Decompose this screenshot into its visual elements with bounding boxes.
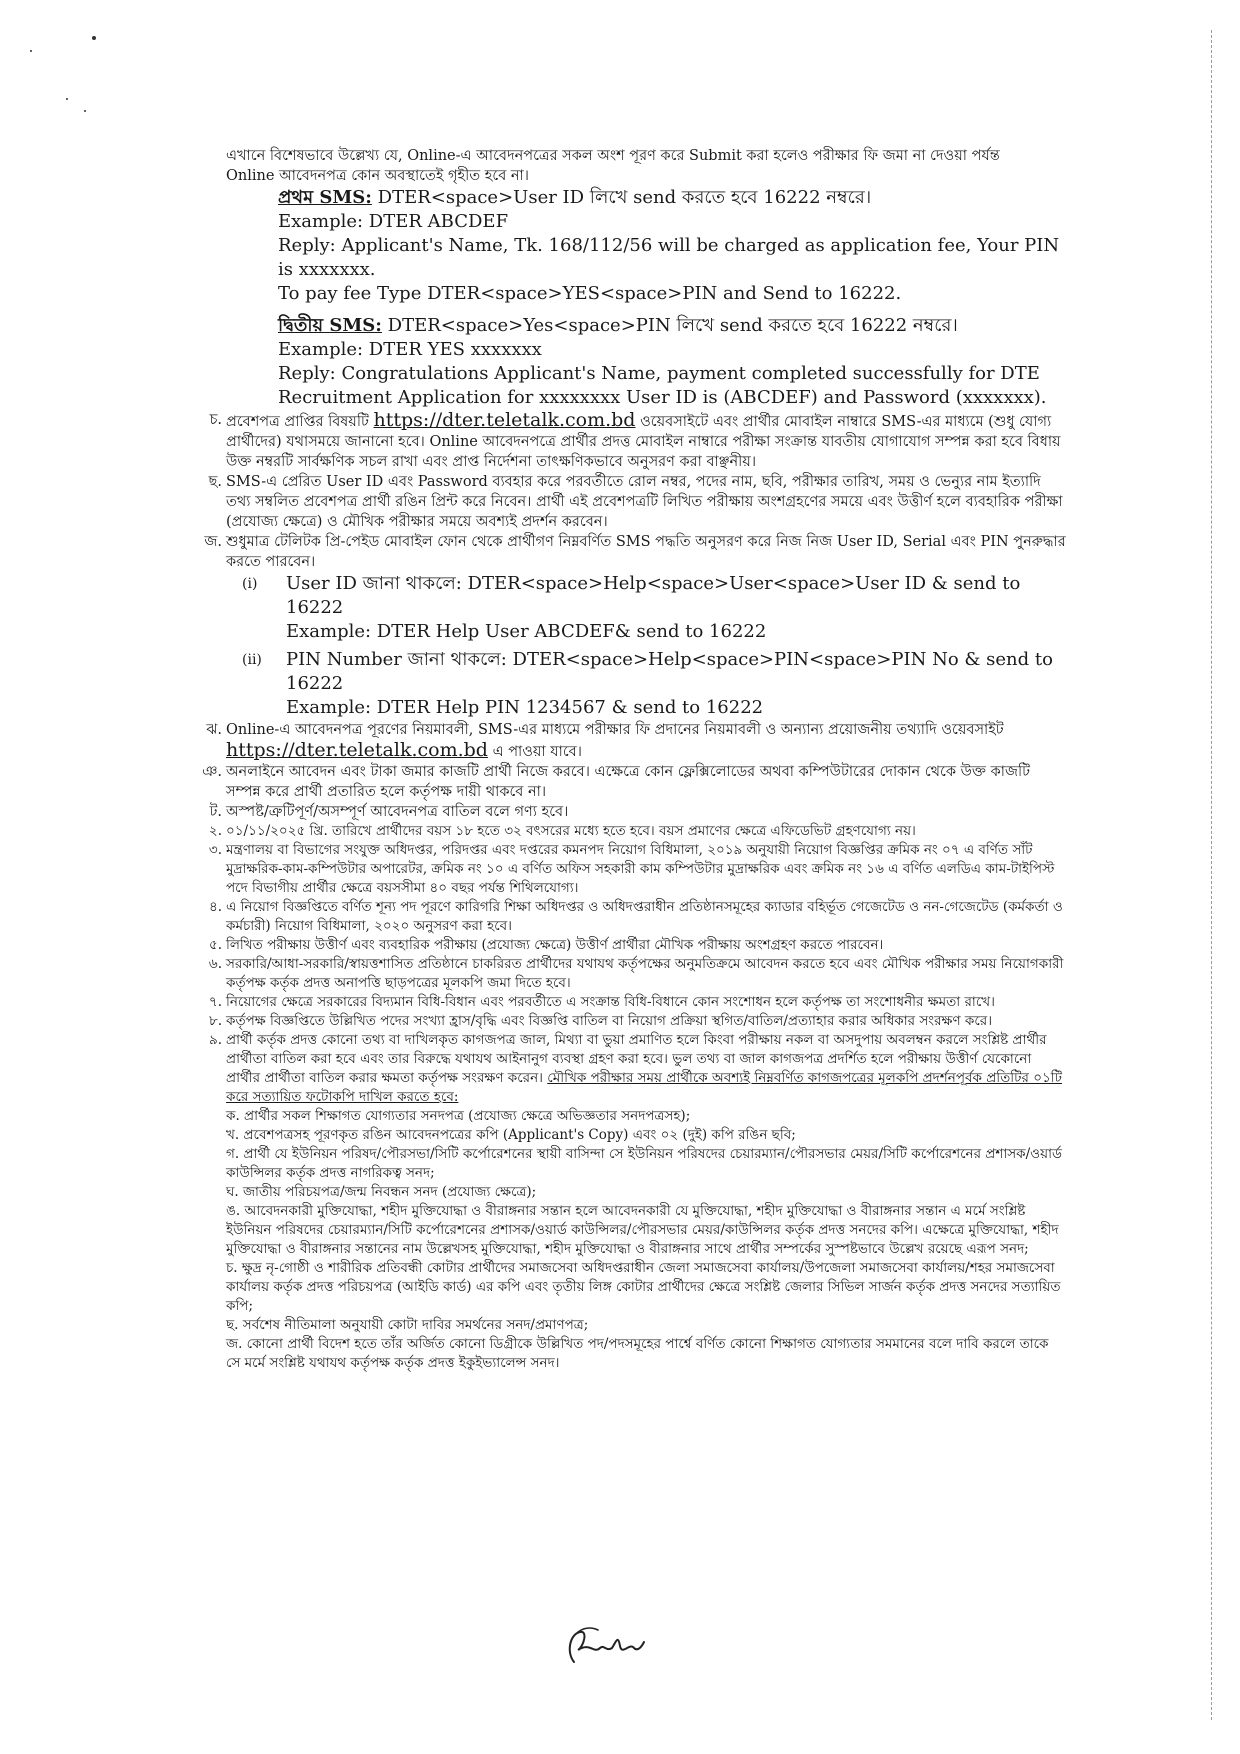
scan-edge bbox=[1211, 30, 1214, 1720]
item-text: অস্পষ্ট/ত্রুটিপূর্ণ/অসম্পূর্ণ আবেদনপত্র বাতিল বলে গণ্য হবে। bbox=[226, 804, 569, 820]
list-item bbox=[208, 472, 1066, 532]
document-item bbox=[226, 1202, 1066, 1259]
sms-second-reply: Reply: Congratulations Applicant's Name, payment completed successfully for DTE Recruitment Application for xxxxxxxx User ID is (ABCDEF) and Password (xxxxxxx). bbox=[278, 363, 1047, 408]
document-marker: ক. bbox=[226, 1108, 240, 1124]
document-body bbox=[202, 146, 1066, 1373]
item-marker: চ. bbox=[209, 412, 222, 428]
sms-first-example: Example: DTER ABCDEF bbox=[278, 211, 509, 232]
item-number: ৩. bbox=[208, 842, 222, 858]
document-text: প্রবেশপত্রসহ পূরণকৃত রঙিন আবেদনপত্রের কপি (Applicant's Copy) এবং ০২ (দুই) কপি রঙিন ছবি; bbox=[243, 1127, 796, 1143]
document-text: প্রার্থী যে ইউনিয়ন পরিষদ/পৌরসভা/সিটি কর্পোরেশনের স্থায়ী বাসিন্দা সে ইউনিয়ন পরিষদের চেয়ারম্যান/পৌরসভার মেয়র/সিটি কর্পোরেশনের প্রশাসক/ওয়ার্ড কাউন্সিলর কর্তৃক প্রদত্ত নাগরিকত্ব সনদ; bbox=[226, 1146, 1062, 1181]
numbered-item bbox=[208, 822, 1066, 841]
item-text: প্রবেশপত্র প্রাপ্তির বিষয়টি bbox=[226, 414, 374, 430]
item-text: এ পাওয়া যাবে। bbox=[487, 744, 582, 760]
numbered-section bbox=[208, 822, 1066, 1107]
item-text: কর্তৃপক্ষ বিজ্ঞপ্তিতে উল্লিখিত পদের সংখ্যা হ্রাস/বৃদ্ধি এবং বিজ্ঞপ্তি বাতিল বা নিয়োগ প্রক্রিয়া স্থগিত/বাতিল/প্রত্যাহার করার অধিকার সংরক্ষণ করে। bbox=[226, 1013, 993, 1029]
numbered-item bbox=[208, 955, 1066, 993]
item-number: ৬. bbox=[208, 956, 222, 972]
recovery-marker: (i) bbox=[242, 576, 258, 592]
numbered-item bbox=[208, 993, 1066, 1012]
item-text: SMS-এ প্রেরিত User ID এবং Password ব্যবহার করে পরবর্তীতে রোল নম্বর, পদের নাম, ছবি, পরীক্ষার তারিখ, সময় ও ভেন্যুর নাম ইত্যাদি তথ্য সম্বলিত প্রবেশপত্র প্রার্থী রঙিন প্রিন্ট করে নিবেন। প্রার্থী এই প্রবেশপত্রটি লিখিত পরীক্ষায় অংশগ্রহণের সময়ে এবং উত্তীর্ণ হলে ব্যবহারিক পরীক্ষা (প্রযোজ্য ক্ষেত্রে) ও মৌখিক পরীক্ষার সময়ে অবশ্যই প্রদর্শন করবেন। bbox=[226, 474, 1063, 530]
recovery-example: Example: DTER Help PIN 1234567 & send to 16222 bbox=[286, 697, 764, 718]
numbered-item bbox=[208, 841, 1066, 898]
recovery-item bbox=[242, 648, 1066, 720]
intro-line-2: Online আবেদনপত্র কোন অবস্থাতেই গৃহীত হবে না। bbox=[226, 168, 529, 184]
document-text: ক্ষুদ্র নৃ-গোষ্ঠী ও শারীরিক প্রতিবন্ধী কোটার প্রার্থীদের সমাজসেবা অধিদপ্তরাধীন জেলা সমাজসেবা কার্যালয়/উপজেলা সমাজসেবা কার্যালয়/শহর সমাজসেবা কার্যালয় কর্তৃক প্রদত্ত পরিচয়পত্র (আইডি কার্ড) এর কপি এবং তৃতীয় লিঙ্গ কোটার প্রার্থীদের ক্ষেত্রে সংশ্লিষ্ট জেলার সিভিল সার্জন কর্তৃক প্রদত্ত সনদের সত্যায়িত কপি; bbox=[226, 1260, 1061, 1314]
document-text: আবেদনকারী মুক্তিযোদ্ধা, শহীদ মুক্তিযোদ্ধা ও বীরাঙ্গনার সন্তান হলে আবেদনকারী যে মুক্তিযোদ্ধা, শহীদ মুক্তিযোদ্ধা ও বীরাঙ্গনার সন্তান এ মর্মে সংশ্লিষ্ট ইউনিয়ন পরিষদের চেয়ারম্যান/সিটি কর্পোরেশনের প্রশাসক/ওয়ার্ড কাউন্সিলর/পৌরসভার মেয়র/কাউন্সিলর কর্তৃক প্রদত্ত সনদের কপি। এক্ষেত্রে মুক্তিযোদ্ধা, শহীদ মুক্তিযোদ্ধা ও বীরাঙ্গনার সন্তানের নাম উল্লেখসহ মুক্তিযোদ্ধা, শহীদ মুক্তিযোদ্ধা ও বীরাঙ্গনার সাথে প্রার্থীর সম্পর্কের সুস্পষ্টভাবে উল্লেখ রয়েছে এরূপ সনদ; bbox=[226, 1203, 1059, 1257]
numbered-item bbox=[208, 1012, 1066, 1031]
list-item bbox=[202, 762, 1066, 802]
document-item bbox=[226, 1335, 1066, 1373]
item-text: সরকারি/আধা-সরকারি/স্বায়ত্তশাসিত প্রতিষ্ঠানে চাকরিরত প্রার্থীদের যথাযথ কর্তৃপক্ষের অনুমতিক্রমে আবেদন করতে হবে এবং মৌখিক পরীক্ষার সময় নিয়োগকারী কর্তৃপক্ষ কর্তৃক প্রদত্ত অনাপত্তি ছাড়পত্রের মূলকপি জমা দিতে হবে। bbox=[226, 956, 1064, 991]
handwritten-signature bbox=[560, 1612, 650, 1672]
underlined-instruction: মৌখিক পরীক্ষার সময় প্রার্থীকে অবশ্যই নিম্নবর্ণিত কাগজপত্রের মূলকপি প্রদর্শনপূর্বক প্রতিটির ০১টি করে সত্যায়িত ফটোকপি দাখিল করতে হবে: bbox=[226, 1070, 1062, 1105]
document-marker: ছ. bbox=[226, 1317, 239, 1333]
recovery-marker: (ii) bbox=[242, 652, 262, 668]
sms-second-line bbox=[278, 314, 1066, 338]
list-item bbox=[206, 720, 1066, 762]
document-item bbox=[226, 1107, 1066, 1126]
recovery-example: Example: DTER Help User ABCDEF& send to 16222 bbox=[286, 621, 767, 642]
sms-first-to-pay: To pay fee Type DTER<space>YES<space>PIN and Send to 16222. bbox=[278, 283, 902, 304]
document-marker: খ. bbox=[226, 1127, 240, 1143]
numbered-item bbox=[208, 936, 1066, 955]
item-text: মন্ত্রণালয় বা বিভাগের সংযুক্ত অধিদপ্তর, পরিদপ্তর এবং দপ্তরের কমনপদ নিয়োগ বিধিমালা, ২০১৯ অনুযায়ী নিয়োগ বিজ্ঞপ্তির ক্রমিক নং ০৭ এ বর্ণিত সাঁট মুদ্রাক্ষরিক-কাম-কম্পিউটার অপারেটর, ক্রমিক নং ১০ এ বর্ণিত অফিস সহকারী কাম কম্পিউটার মুদ্রাক্ষরিক এবং ক্রমিক নং ১৬ এ বর্ণিত এলডিএ কাম-টাইপিস্ট পদে বিভাগীয় প্রার্থীর ক্ষেত্রে বয়সসীমা ৪০ বছর পর্যন্ত শিথিলযোগ্য। bbox=[226, 842, 1055, 896]
item-marker: ছ. bbox=[208, 474, 222, 490]
item-text: নিয়োগের ক্ষেত্রে সরকারের বিদ্যমান বিধি-বিধান এবং পরবর্তীতে এ সংক্রান্ত বিধি-বিধানে কোন সংশোধন হলে কর্তৃপক্ষ তা সংশোধনীর ক্ষমতা রাখে। bbox=[226, 994, 995, 1010]
sms-first-reply: Reply: Applicant's Name, Tk. 168/112/56 will be charged as application fee, Your PIN is xxxxxxx. bbox=[278, 235, 1060, 280]
sms-second-text: DTER<space>Yes<space>PIN লিখে send করতে হবে 16222 নম্বরে। bbox=[381, 315, 958, 336]
section-items-a bbox=[204, 409, 1066, 572]
scan-speck bbox=[66, 98, 68, 100]
recovery-item bbox=[242, 572, 1066, 644]
recovery-list bbox=[242, 572, 1066, 720]
document-text: জাতীয় পরিচয়পত্র/জন্ম নিবন্ধন সনদ (প্রযোজ্য ক্ষেত্রে); bbox=[242, 1184, 537, 1200]
item-text: প্রার্থী কর্তৃক প্রদত্ত কোনো তথ্য বা দাখিলকৃত কাগজপত্র জাল, মিথ্যা বা ভুয়া প্রমাণিত হলে কিংবা পরীক্ষায় নকল বা অসদুপায় অবলম্বন করলে সংশ্লিষ্ট প্রার্থীর প্রার্থীতা বাতিল করা হবে এবং তার বিরুদ্ধে যথাযথ আইনানুগ ব্যবস্থা গ্রহণ করা হবে। ভুল তথ্য বা জাল কাগজপত্র প্রদর্শিত হলে পরীক্ষায় উত্তীর্ণ যেকোনো প্রার্থীর প্রার্থীতা বাতিল করার ক্ষমতা কর্তৃপক্ষ সংরক্ষণ করেন। bbox=[226, 1032, 1047, 1086]
numbered-item bbox=[208, 1031, 1066, 1107]
document-marker: গ. bbox=[226, 1146, 240, 1162]
item-text: ওয়েবসাইটে এবং প্রার্থীর মোবাইল নাম্বারে SMS-এর মাধ্যমে (শুধু যোগ্য প্রার্থীদের) যথাসময়ে জানানো হবে। Online আবেদনপত্রে প্রার্থীর প্রদত্ত মোবাইল নাম্বারে পরীক্ষা সংক্রান্ত যাবতীয় যোগাযোগ সম্পন্ন করা হবে বিধায় উক্ত নম্বরটি সার্বক্ষণিক সচল রাখা এবং প্রাপ্ত নির্দেশনা তাৎক্ষণিকভাবে অনুসরণ করা বাঞ্ছনীয়। bbox=[226, 414, 1061, 470]
item-number: ৭. bbox=[208, 994, 222, 1010]
scan-speck bbox=[30, 50, 32, 52]
document-item bbox=[226, 1126, 1066, 1145]
recovery-text: PIN Number জানা থাকলে: DTER<space>Help<space>PIN<space>PIN No & send to 16222 bbox=[286, 649, 1053, 694]
item-marker: জ. bbox=[204, 534, 222, 550]
document-marker: জ. bbox=[226, 1336, 243, 1352]
website-link[interactable]: https://dter.teletalk.com.bd bbox=[373, 409, 636, 431]
document-item bbox=[226, 1183, 1066, 1202]
scan-speck bbox=[84, 110, 86, 112]
item-number: ৮. bbox=[208, 1013, 222, 1029]
intro-line-1: এখানে বিশেষভাবে উল্লেখ্য যে, Online-এ আবেদনপত্রের সকল অংশ পূরণ করে Submit করা হলেও পরীক্ষার ফি জমা না দেওয়া পর্যন্ত bbox=[226, 148, 1000, 164]
item-number: ৯. bbox=[208, 1032, 222, 1048]
sms-first-block bbox=[278, 186, 1066, 306]
document-item bbox=[226, 1259, 1066, 1316]
item-text: ০১/১১/২০২৫ খ্রি. তারিখে প্রার্থীদের বয়স ১৮ হতে ৩২ বৎসরের মধ্যে হতে হবে। বয়স প্রমাণের ক্ষেত্রে এফিডেভিট গ্রহণযোগ্য নয়। bbox=[226, 823, 916, 839]
document-item bbox=[226, 1316, 1066, 1335]
numbered-item bbox=[208, 898, 1066, 936]
section-items-b bbox=[202, 720, 1066, 822]
document-text: প্রার্থীর সকল শিক্ষাগত যোগ্যতার সনদপত্র (প্রযোজ্য ক্ষেত্রে অভিজ্ঞতার সনদপত্রসহ); bbox=[244, 1108, 691, 1124]
item-marker: ট. bbox=[209, 804, 222, 820]
sms-first-heading: প্রথম SMS: bbox=[278, 187, 372, 208]
sms-second-heading: দ্বিতীয় SMS: bbox=[278, 315, 382, 336]
document-text: সর্বশেষ নীতিমালা অনুযায়ী কোটা দাবির সমর্থনের সনদ/প্রমাণপত্র; bbox=[242, 1317, 589, 1333]
scan-speck bbox=[92, 36, 96, 40]
sms-second-block bbox=[278, 314, 1066, 410]
document-marker: ঙ. bbox=[226, 1203, 241, 1219]
item-text: লিখিত পরীক্ষায় উত্তীর্ণ এবং ব্যবহারিক পরীক্ষায় (প্রযোজ্য ক্ষেত্রে) উত্তীর্ণ প্রার্থীরা মৌখিক পরীক্ষায় অংশগ্রহণ করতে পারবেন। bbox=[226, 937, 884, 953]
item-text: Online-এ আবেদনপত্র পূরণের নিয়মাবলী, SMS-এর মাধ্যমে পরীক্ষার ফি প্রদানের নিয়মাবলী ও অন্যান্য প্রয়োজনীয় তথ্যাদি ওয়েবসাইট bbox=[226, 722, 1004, 738]
document-marker: চ. bbox=[226, 1260, 238, 1276]
list-item bbox=[209, 409, 1066, 472]
item-text: শুধুমাত্র টেলিটক প্রি-পেইড মোবাইল ফোন থেকে প্রার্থীগণ নিম্নবর্ণিত SMS পদ্ধতি অনুসরণ করে নিজ নিজ User ID, Serial এবং PIN পুনরুদ্ধার করতে পারবেন। bbox=[226, 534, 1066, 570]
website-link[interactable]: https://dter.teletalk.com.bd bbox=[226, 739, 488, 761]
sms-first-line bbox=[278, 186, 1066, 210]
item-text: এ নিয়োগ বিজ্ঞপ্তিতে বর্ণিত শূন্য পদ পূরণে কারিগরি শিক্ষা অধিদপ্তর ও অধিদপ্তরাধীন প্রতিষ্ঠানসমূহের ক্যাডার বহির্ভূত গেজেটেড ও নন-গেজেটেড (কর্মকর্তা ও কর্মচারী) নিয়োগ বিধিমালা, ২০২০ অনুসরণ করা হবে। bbox=[226, 899, 1063, 934]
document-item bbox=[226, 1145, 1066, 1183]
list-item bbox=[204, 532, 1066, 572]
item-number: ৫. bbox=[208, 937, 222, 953]
sms-first-text: DTER<space>User ID লিখে send করতে হবে 16222 নম্বরে। bbox=[371, 187, 872, 208]
documents-list bbox=[226, 1107, 1066, 1373]
item-marker: ঞ. bbox=[202, 764, 222, 780]
document-text: কোনো প্রার্থী বিদেশ হতে তাঁর অর্জিত কোনো ডিগ্রীকে উল্লিখিত পদ/পদসমূহের পার্শ্বে বর্ণিত কোনো শিক্ষাগত যোগ্যতার সমমানের বলে দাবি করলে তাকে সে মর্মে সংশ্লিষ্ট যথাযথ কর্তৃপক্ষ কর্তৃক প্রদত্ত ইকুইভ্যালেন্স সনদ। bbox=[226, 1336, 1049, 1371]
sms-second-example: Example: DTER YES xxxxxxx bbox=[278, 339, 542, 360]
item-number: ৪. bbox=[208, 899, 222, 915]
item-number: ২. bbox=[208, 823, 222, 839]
recovery-text: User ID জানা থাকলে: DTER<space>Help<space>User<space>User ID & send to 16222 bbox=[286, 573, 1021, 618]
list-item bbox=[209, 802, 1066, 822]
document-marker: ঘ. bbox=[226, 1184, 239, 1200]
item-marker: ঝ. bbox=[206, 722, 222, 738]
item-text: অনলাইনে আবেদন এবং টাকা জমার কাজটি প্রার্থী নিজে করবে। এক্ষেত্রে কোন ফ্লেক্সিলোডের অথবা কম্পিউটারের দোকান থেকে উক্ত কাজটি সম্পন্ন করে প্রার্থী প্রতারিত হলে কর্তৃপক্ষ দায়ী থাকবে না। bbox=[226, 764, 1030, 800]
